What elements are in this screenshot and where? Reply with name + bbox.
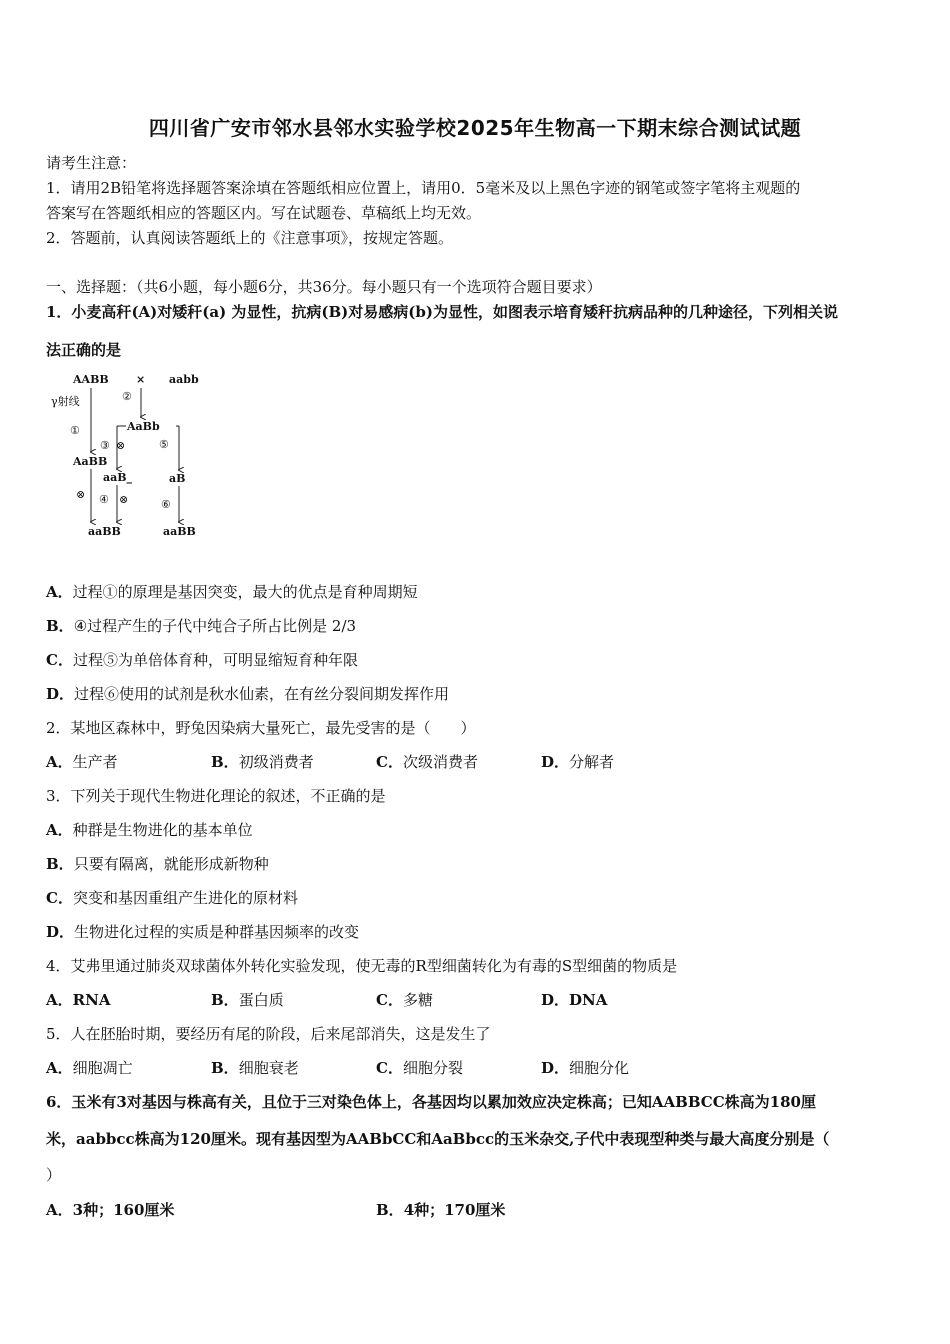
q5-option-d[interactable]: D．细胞分化 xyxy=(541,1059,630,1077)
notice-item-2: 2．答题前，认真阅读答题纸上的《注意事项》，按规定答题。 xyxy=(46,229,454,247)
q6-stem-line-3: ） xyxy=(46,1166,62,1184)
q4-option-d[interactable]: D．DNA xyxy=(541,991,608,1009)
step-6: ⑥ xyxy=(161,498,171,511)
q1-option-d[interactable]: D．过程⑥使用的试剂是秋水仙素，在有丝分裂间期发挥作用 xyxy=(46,685,450,703)
q4-option-a[interactable]: A．RNA xyxy=(46,991,111,1009)
selfing-symbol-2: ⊗ xyxy=(76,488,86,501)
gamma-ray-label: γ射线 xyxy=(51,395,80,408)
selfing-symbol-1: ⊗ xyxy=(116,439,126,452)
q4-stem: 4．艾弗里通过肺炎双球菌体外转化实验发现，使无毒的R型细菌转化为有毒的S型细菌的物质是 xyxy=(46,957,678,975)
mutant-aabb: AaBB xyxy=(73,455,108,468)
cross-symbol: × xyxy=(136,373,146,386)
q1-option-a[interactable]: A．过程①的原理是基因突变，最大的优点是育种周期短 xyxy=(46,583,418,601)
q3-stem: 3．下列关于现代生物进化理论的叙述，不正确的是 xyxy=(46,787,386,805)
q1-option-b[interactable]: B．④过程产生的子代中纯合子所占比例是 2/3 xyxy=(46,617,357,635)
q3-option-d[interactable]: D．生物进化过程的实质是种群基因频率的改变 xyxy=(46,923,360,941)
q1-option-c[interactable]: C．过程⑤为单倍体育种，可明显缩短育种年限 xyxy=(46,651,358,669)
q2-option-c[interactable]: C．次级消费者 xyxy=(376,753,478,771)
q2-option-a[interactable]: A．生产者 xyxy=(46,753,118,771)
q3-option-b[interactable]: B．只要有隔离，就能形成新物种 xyxy=(46,855,269,873)
q2-stem: 2．某地区森林中，野兔因染病大量死亡，最先受害的是（ ） xyxy=(46,719,476,737)
q4-option-c[interactable]: C．多糖 xyxy=(376,991,433,1009)
f2-aab: aaB_ xyxy=(103,471,133,484)
gamete-ab: aB xyxy=(169,472,186,485)
q6-option-a[interactable]: A．3种；160厘米 xyxy=(46,1201,175,1219)
q1-stem-line-1: 1．小麦高秆(A)对矮秆(a) 为显性，抗病(B)对易感病(b)为显性，如图表示培育矮秆抗病品种的几种途径，下列相关说 xyxy=(46,303,838,321)
q5-option-a[interactable]: A．细胞凋亡 xyxy=(46,1059,133,1077)
step-3: ③ xyxy=(100,439,110,452)
q6-stem-line-2: 米，aabbcc株高为120厘米。现有基因型为AABbCC和AaBbcc的玉米杂交,子代中表现型种类与最大高度分别是（ xyxy=(46,1130,830,1148)
step-1: ① xyxy=(70,424,80,437)
q1-stem-line-2: 法正确的是 xyxy=(46,341,122,359)
q2-option-b[interactable]: B．初级消费者 xyxy=(211,753,314,771)
f1-aabb: AaBb xyxy=(127,420,160,433)
step-5: ⑤ xyxy=(159,438,169,451)
step-2: ② xyxy=(122,390,132,403)
notice-item-1-line-1: 1．请用2B铅笔将选择题答案涂填在答题纸相应位置上，请用0．5毫米及以上黑色字迹的钢笔或签字笔将主观题的 xyxy=(46,179,801,197)
section-heading: 一、选择题：（共6小题，每小题6分，共36分。每小题只有一个选项符合题目要求） xyxy=(46,278,602,296)
q5-stem: 5．人在胚胎时期，要经历有尾的阶段，后来尾部消失，这是发生了 xyxy=(46,1025,491,1043)
q6-option-b[interactable]: B．4种；170厘米 xyxy=(376,1201,506,1219)
step-4: ④ xyxy=(99,493,109,506)
q5-option-b[interactable]: B．细胞衰老 xyxy=(211,1059,299,1077)
q5-option-c[interactable]: C．细胞分裂 xyxy=(376,1059,463,1077)
end-aabb-left: aaBB xyxy=(88,525,121,538)
q2-option-d[interactable]: D．分解者 xyxy=(541,753,615,771)
parent-aabb-upper: AABB xyxy=(73,373,109,386)
notice-item-1-line-2: 答案写在答题纸相应的答题区内。写在试题卷、草稿纸上均无效。 xyxy=(46,204,482,222)
breeding-diagram xyxy=(45,370,215,542)
q3-option-c[interactable]: C．突变和基因重组产生进化的原材料 xyxy=(46,889,298,907)
end-aabb-right: aaBB xyxy=(163,525,196,538)
parent-aabb-lower: aabb xyxy=(169,373,199,386)
q6-stem-line-1: 6．玉米有3对基因与株高有关，且位于三对染色体上，各基因均以累加效应决定株高；已知AABBCC株高为180厘 xyxy=(46,1093,816,1111)
q4-option-b[interactable]: B．蛋白质 xyxy=(211,991,284,1009)
selfing-symbol-3: ⊗ xyxy=(119,493,129,506)
notice-heading: 请考生注意： xyxy=(46,154,137,172)
page-title: 四川省广安市邻水县邻水实验学校2025年生物高一下期末综合测试试题 xyxy=(148,116,802,140)
q3-option-a[interactable]: A．种群是生物进化的基本单位 xyxy=(46,821,253,839)
